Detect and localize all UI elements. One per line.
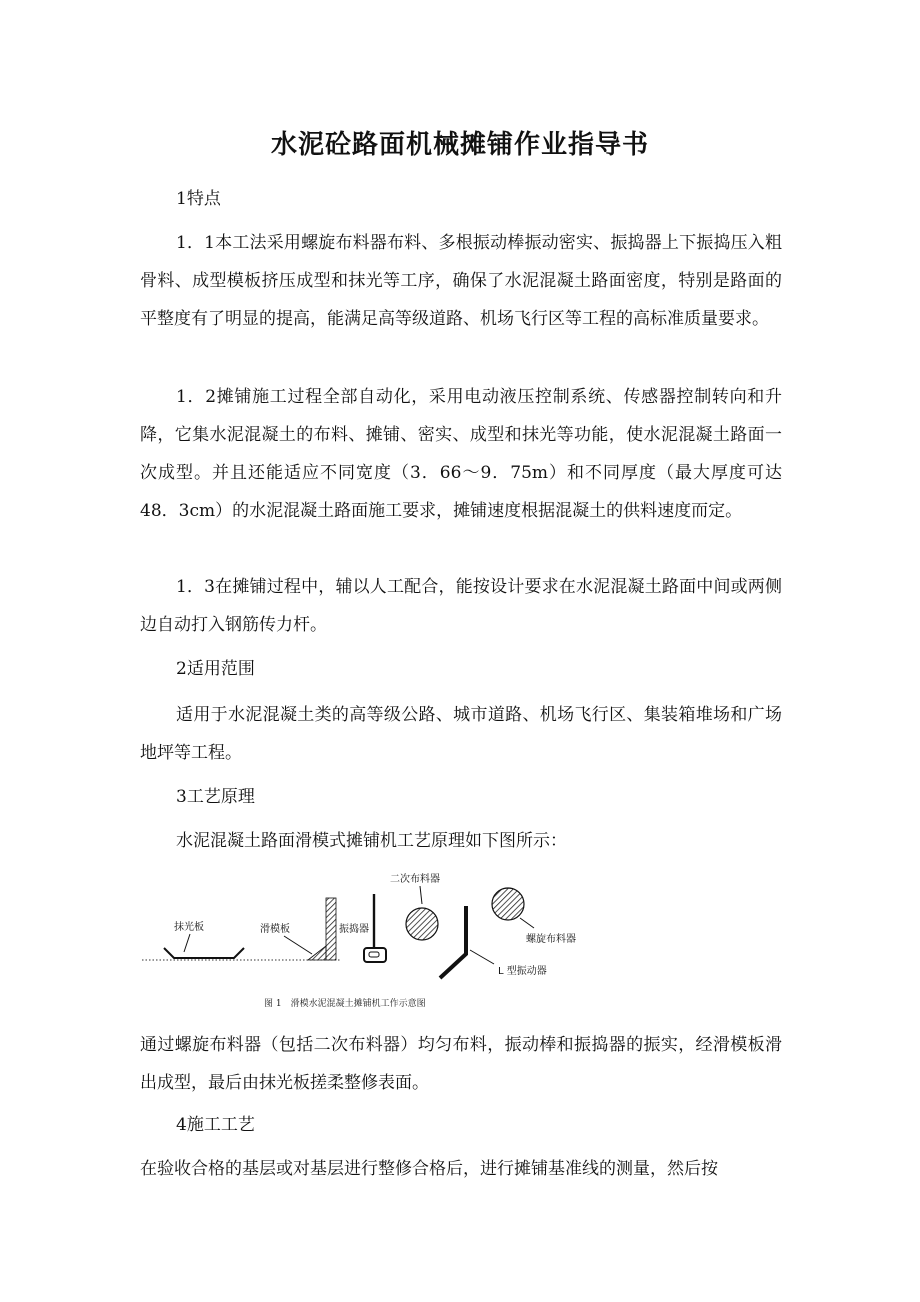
section-3-paragraph-1: 水泥混凝土路面滑模式摊铺机工艺原理如下图所示： (176, 831, 567, 851)
secondary-distributor-label: 二次布料器 (390, 874, 440, 885)
section-3-heading: 3工艺原理 (176, 787, 255, 807)
slipform-paver-diagram (140, 860, 600, 1020)
tamper-label: 振捣器 (339, 924, 369, 935)
section-1-paragraph-3: 1．3在摊铺过程中，辅以人工配合，能按设计要求在水泥混凝土路面中间或两侧边自动打入钢筋传力杆。 (140, 577, 782, 635)
section-1-heading: 1特点 (176, 189, 221, 209)
spiral-distributor-shape (492, 888, 524, 920)
tamper-shape (364, 948, 386, 962)
figure-caption: 图 1 滑模水泥混凝土摊铺机工作示意图 (264, 999, 426, 1009)
section-2-heading: 2适用范围 (176, 659, 255, 679)
l-vibrator-label: L 型振动器 (498, 966, 547, 977)
section-2-paragraph-1: 适用于水泥混凝土类的高等级公路、城市道路、机场飞行区、集装箱堆场和广场地坪等工程。 (140, 705, 782, 763)
section-4-paragraph-1: 在验收合格的基层或对基层进行整修合格后，进行摊铺基准线的测量，然后按 (140, 1159, 718, 1179)
section-1-paragraph-2: 1．2摊铺施工过程全部自动化，采用电动液压控制系统、传感器控制转向和升降，它集水泥混凝土的布料、摊铺、密实、成型和抹光等功能，使水泥混凝土路面一次成型。并且还能适应不同宽度（3．66～9．75m）和不同厚度（最大厚度可达48．3cm）的水泥混凝土路面施工要求，摊铺速度根据混凝土的供料速度而定。 (140, 387, 782, 521)
spiral-distributor-label: 螺旋布料器 (526, 934, 576, 945)
secondary-distributor-shape (406, 908, 438, 940)
section-4-heading: 4施工工艺 (176, 1115, 255, 1135)
side-form-wall (326, 898, 336, 960)
slipform-plate-label: 滑模板 (260, 924, 290, 935)
l-vibrator-shape (440, 906, 466, 978)
section-3-paragraph-2: 通过螺旋布料器（包括二次布料器）均匀布料，振动棒和振捣器的振实，经滑模板滑出成型，最后由抹光板搓柔整修表面。 (140, 1035, 782, 1093)
trowel-plate-shape (164, 948, 244, 958)
document-title: 水泥砼路面机械摊铺作业指导书 (270, 130, 649, 160)
section-1-paragraph-1: 1．1本工法采用螺旋布料器布料、多根振动棒振动密实、振捣器上下振捣压入粗骨料、成型模板挤压成型和抹光等工序，确保了水泥混凝土路面密度，特别是路面的平整度有了明显的提高，能满足高等级道路、机场飞行区等工程的高标准质量要求。 (140, 233, 782, 329)
trowel-plate-label: 抹光板 (174, 922, 204, 933)
